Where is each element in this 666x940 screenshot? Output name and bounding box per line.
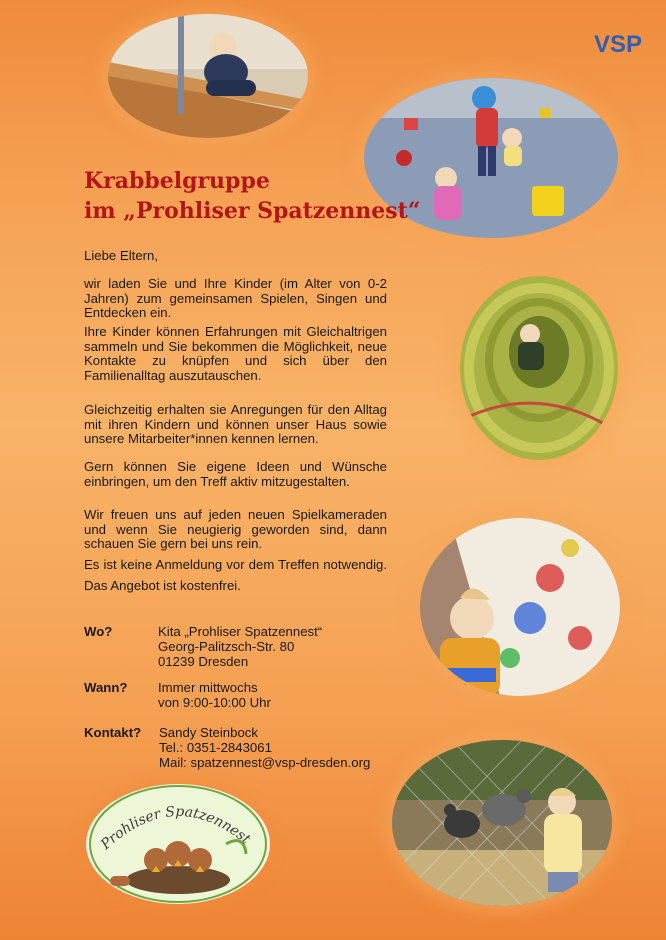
contact-value <box>159 725 370 770</box>
photo-painting <box>420 518 620 696</box>
photo-child-crawling <box>108 14 308 138</box>
free-text: Es ist keine Anmeldung vor dem Treffen notwendig. Das Angebot ist kostenfrei. <box>84 557 387 593</box>
when-line-1: Immer mittwochs <box>158 680 258 695</box>
seal-text: Prohliser Spatzennest <box>98 803 254 853</box>
contact-name: Sandy Steinbock <box>159 725 258 740</box>
vsp-logo <box>592 28 648 58</box>
contact-mail[interactable]: Mail: spatzennest@vsp-dresden.org <box>159 755 371 770</box>
when-label: Wann? <box>84 680 128 695</box>
greeting-text: Liebe Eltern, <box>84 248 159 263</box>
when-line-2: von 9:00-10:00 Uhr <box>158 695 271 710</box>
photo-chickens <box>392 740 612 906</box>
title-line-1: Krabbelgruppe <box>84 168 270 194</box>
experience-text: Ihre Kinder können Erfahrungen mit Gleichaltrigen sammeln und Sie bekommen die Möglichkeit, neue Kontakte zu knüpfen und sich über den Familienalltag auszutauschen. <box>84 324 387 383</box>
spatzennest-seal <box>86 784 270 904</box>
vsp-logo-text: VSP <box>594 31 643 58</box>
where-line-2: Georg-Palitzsch-Str. 80 <box>158 639 295 654</box>
where-line-3: 01239 Dresden <box>158 654 249 669</box>
photo-tunnel <box>460 276 618 460</box>
contact-label: Kontakt? <box>84 725 142 740</box>
when-value <box>158 680 271 710</box>
own-ideas-text: Gern können Sie eigene Ideen und Wünsche einbringen, um den Treff aktiv mitzugestalten. <box>84 459 387 489</box>
where-line-1: Kita „Prohliser Spatzennest“ <box>158 624 323 639</box>
contact-phone: Tel.: 0351-2843061 <box>159 740 272 755</box>
where-label: Wo? <box>84 624 113 639</box>
title-line-2: im „Prohliser Spatzennest“ <box>84 198 421 224</box>
welcome-text: Wir freuen uns auf jeden neuen Spielkameraden und wenn Sie neugierig geworden sind, dann schauen Sie gern bei uns rein. <box>84 507 387 552</box>
invite-text: wir laden Sie und Ihre Kinder (im Alter von 0-2 Jahren) zum gemeinsamen Spielen, Singen und Entdecken ein. <box>84 276 387 321</box>
page-title <box>84 166 420 226</box>
ideas-text: Gleichzeitig erhalten sie Anregungen für den Alltag mit ihren Kindern und können unser Haus sowie unsere Mitarbeiter*innen kennen lernen. <box>84 402 387 447</box>
where-value <box>158 624 322 669</box>
